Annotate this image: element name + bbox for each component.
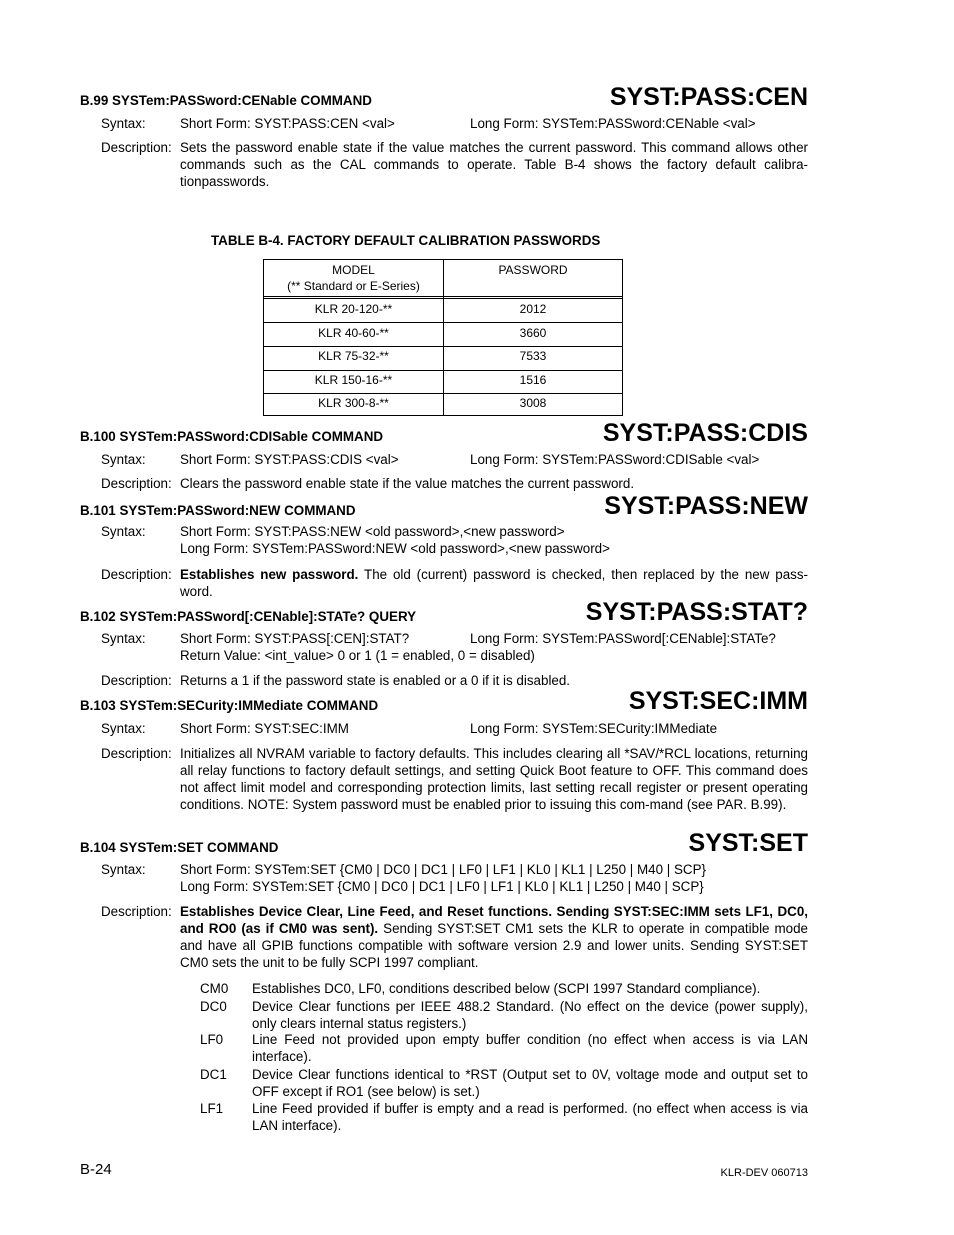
section-heading-b104: B.104 SYSTem:SET COMMAND: [80, 840, 279, 855]
table-divider: [264, 296, 622, 297]
section-heading-b103: B.103 SYSTem:SECurity:IMMediate COMMAND: [80, 698, 379, 713]
return-value: Return Value: <int_value> 0 or 1 (1 = enabled, 0 = disabled): [180, 648, 535, 663]
description-body: The old (current) password is checked, then replaced by the new pass-word.: [180, 567, 808, 599]
description-text: Returns a 1 if the password state is enabled or a 0 if it is disabled.: [180, 673, 571, 688]
long-form: Long Form: SYSTem:PASSword:CDISable <val>: [470, 452, 760, 467]
table-cell-model: KLR 300-8-**: [318, 396, 389, 410]
table-header-model-note: (** Standard or E-Series): [287, 279, 420, 293]
description-label: Description:: [101, 140, 172, 155]
code-label: LF0: [200, 1032, 224, 1047]
description-text: Initializes all NVRAM variable to factory defaults. This includes clearing all *SAV/*RCL locations, returning all relay functions to factory default settings, and setting Quick Boot feature to OFF. This command does not affect limit model and corresponding protection limits, last setting recall register or present operating conditions. NOTE: System password must be enabled prior to issuing this com-mand (see PAR. B.99).: [180, 746, 808, 812]
table-cell-password: 2012: [519, 302, 547, 316]
description-label: Description:: [101, 476, 172, 491]
section-heading-b102: B.102 SYSTem:PASSword[:CENable]:STATe? QUERY: [80, 609, 417, 624]
code-description: Line Feed provided if buffer is empty and a read is performed. (no effect when access is via LAN interface).: [252, 1101, 808, 1133]
description-text: Clears the password enable state if the value matches the current password.: [180, 476, 635, 491]
description-emphasis: Establishes Device Clear, Line Feed, and Reset functions. Sending SYST:SEC:IMM sets LF1, DC0, and RO0 (as if CM0 was sent).: [180, 904, 808, 936]
table-cell-model: KLR 75-32-**: [318, 349, 389, 363]
code-description: Establishes DC0, LF0, conditions described below (SCPI 1997 Standard compliance).: [252, 981, 761, 996]
command-title-b104: SYST:SET: [688, 829, 808, 857]
table-divider: [264, 393, 622, 394]
section-heading-b100: B.100 SYSTem:PASSword:CDISable COMMAND: [80, 429, 384, 444]
code-label: DC1: [200, 1067, 227, 1082]
long-form: Long Form: SYSTem:SECurity:IMMediate: [470, 721, 718, 736]
table-cell-model: KLR 40-60-**: [318, 326, 389, 340]
description-text: [180, 566, 808, 600]
page-number: B-24: [80, 1161, 112, 1178]
short-form: Short Form: SYST:PASS[:CEN]:STAT?: [180, 631, 410, 646]
table-divider: [264, 322, 622, 323]
syntax-label: Syntax:: [101, 452, 146, 467]
table-caption: TABLE B-4. FACTORY DEFAULT CALIBRATION PASSWORDS: [211, 233, 601, 248]
syntax-label: Syntax:: [101, 116, 146, 131]
table-divider: [264, 298, 622, 299]
short-form: Short Form: SYST:PASS:CDIS <val>: [180, 452, 399, 467]
long-form: Long Form: SYSTem:PASSword:CENable <val>: [470, 116, 756, 131]
table-cell-password: 3660: [519, 326, 547, 340]
description-emphasis: Establishes new password.: [180, 567, 359, 582]
short-form: Short Form: SYSTem:SET {CM0 | DC0 | DC1 | LF0 | LF1 | KL0 | KL1 | L250 | M40 | SCP}: [180, 862, 706, 877]
description-text: [180, 903, 808, 971]
table-header-model: MODEL: [332, 263, 375, 277]
table-cell-password: 1516: [519, 373, 547, 387]
long-form: Long Form: SYSTem:PASSword[:CENable]:STATe?: [470, 631, 776, 646]
long-form: Long Form: SYSTem:PASSword:NEW <old password>,<new password>: [180, 541, 610, 556]
code-label: DC0: [200, 999, 227, 1014]
table-cell-model: KLR 20-120-**: [314, 302, 393, 316]
command-title-b103: SYST:SEC:IMM: [628, 687, 808, 715]
command-title-b101: SYST:PASS:NEW: [604, 492, 808, 520]
table-cell-model: KLR 150-16-**: [314, 373, 393, 387]
description-label: Description:: [101, 567, 172, 582]
command-title-b100: SYST:PASS:CDIS: [602, 419, 808, 447]
code-description: Device Clear functions per IEEE 488.2 Standard. (No effect on the device (power supply), only clears internal status registers.): [252, 999, 808, 1031]
table-header-password: PASSWORD: [498, 263, 568, 277]
table-divider: [264, 346, 622, 347]
code-description: Device Clear functions identical to *RST (Output set to 0V, voltage mode and output set to OFF except if RO1 (see below) is set.): [252, 1067, 808, 1099]
short-form: Short Form: SYST:PASS:NEW <old password>,<new password>: [180, 524, 565, 539]
short-form: Short Form: SYST:SEC:IMM: [180, 721, 349, 736]
description-label: Description:: [101, 673, 172, 688]
syntax-label: Syntax:: [101, 721, 146, 736]
description-label: Description:: [101, 904, 172, 919]
document-id: KLR-DEV 060713: [720, 1167, 808, 1179]
code-label: LF1: [200, 1101, 224, 1116]
table-cell-password: 3008: [519, 396, 547, 410]
password-table: [263, 259, 623, 416]
long-form: Long Form: SYSTem:SET {CM0 | DC0 | DC1 | LF0 | LF1 | KL0 | KL1 | L250 | M40 | SCP}: [180, 879, 704, 894]
table-divider: [264, 370, 622, 371]
section-heading-b99: B.99 SYSTem:PASSword:CENable COMMAND: [80, 93, 372, 108]
description-body: Sending SYST:SET CM1 sets the KLR to operate in compatible mode and have all GPIB functions compatible with software version 2.9 and lower units. Sending SYST:SET CM0 sets the unit to be fully SCPI 1997 compliant.: [180, 921, 808, 970]
syntax-label: Syntax:: [101, 524, 146, 539]
command-title-b102: SYST:PASS:STAT?: [585, 598, 808, 626]
code-description: Line Feed not provided upon empty buffer condition (no effect when access is via LAN interface).: [252, 1032, 808, 1064]
syntax-label: Syntax:: [101, 631, 146, 646]
command-title-b99: SYST:PASS:CEN: [609, 83, 808, 111]
description-label: Description:: [101, 746, 172, 761]
table-cell-password: 7533: [519, 349, 547, 363]
code-label: CM0: [200, 981, 229, 996]
short-form: Short Form: SYST:PASS:CEN <val>: [180, 116, 395, 131]
description-text: Sets the password enable state if the value matches the current password. This command allows other commands such as the CAL commands to operate. Table B-4 shows the factory default calibra-tionpasswords.: [180, 140, 808, 189]
section-heading-b101: B.101 SYSTem:PASSword:NEW COMMAND: [80, 503, 356, 518]
syntax-label: Syntax:: [101, 862, 146, 877]
